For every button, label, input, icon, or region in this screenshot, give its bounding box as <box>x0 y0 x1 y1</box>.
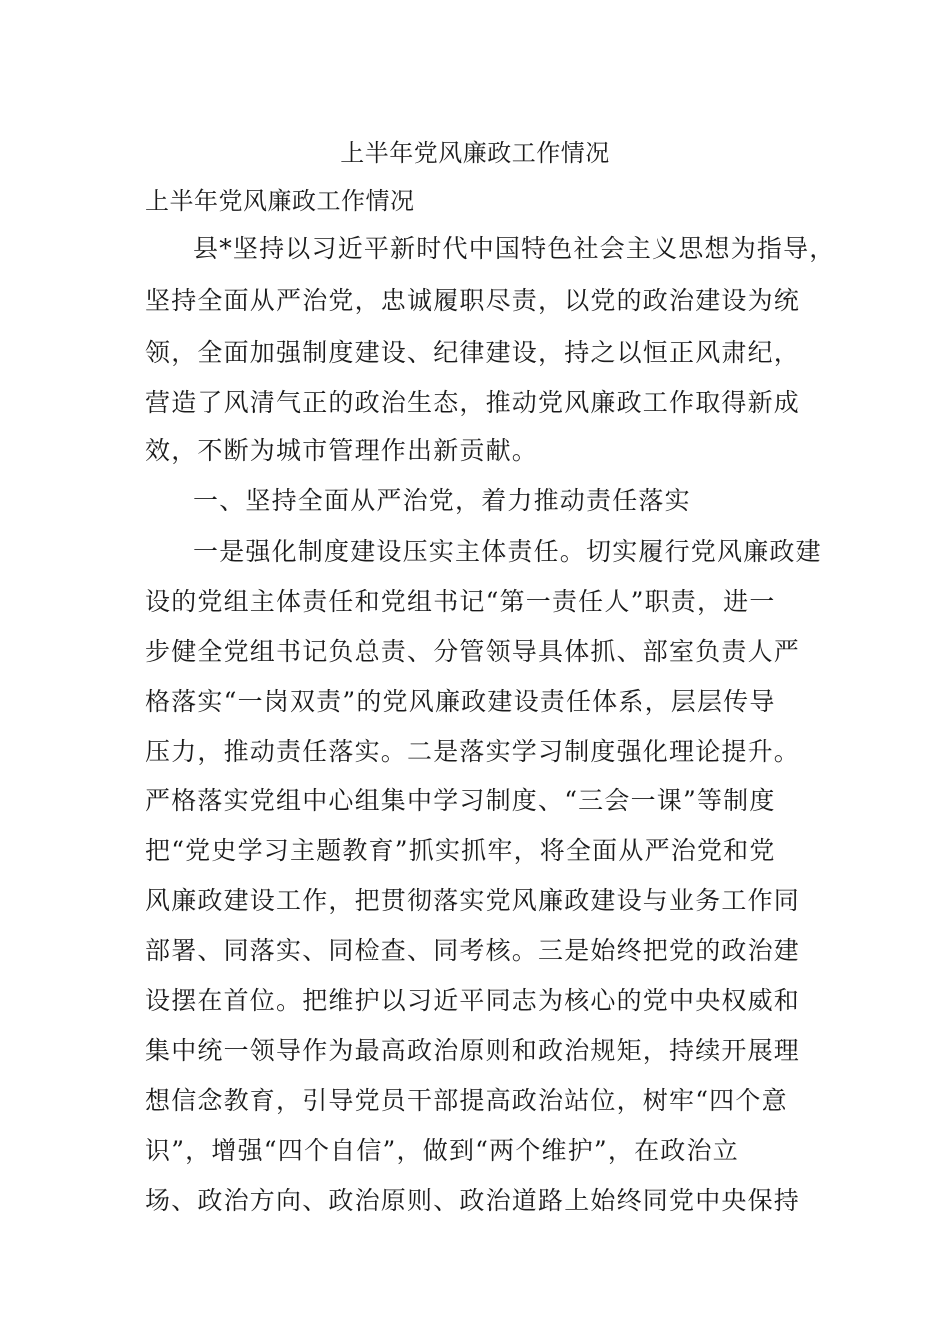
paragraph-line: 识”，增强“四个自信”，做到“两个维护”，在政治立 <box>145 1136 739 1165</box>
document-title: 上半年党风廉政工作情况 <box>340 139 610 167</box>
paragraph-line: 严格落实党组中心组集中学习制度、“三会一课”等制度 <box>145 786 776 815</box>
paragraph-line: 风廉政建设工作，把贯彻落实党风廉政建设与业务工作同 <box>145 886 801 915</box>
paragraph-line: 县*坚持以习近平新时代中国特色社会主义思想为指导， <box>193 234 836 263</box>
paragraph-line: 坚持全面从严治党，忠诚履职尽责，以党的政治建设为统 <box>145 286 801 315</box>
paragraph-line: 场、政治方向、政治原则、政治道路上始终同党中央保持 <box>145 1186 801 1215</box>
section-heading: 一、坚持全面从严治党，着力推动责任落实 <box>193 486 691 515</box>
paragraph-line: 设摆在首位。把维护以习近平同志为核心的党中央权威和 <box>145 986 801 1015</box>
paragraph-line: 步健全党组书记负总责、分管领导具体抓、部室负责人严 <box>145 637 801 666</box>
paragraph-line: 压力，推动责任落实。二是落实学习制度强化理论提升。 <box>145 737 801 766</box>
paragraph-line: 营造了风清气正的政治生态，推动党风廉政工作取得新成 <box>145 388 801 417</box>
paragraph-line: 集中统一领导作为最高政治原则和政治规矩，持续开展理 <box>145 1036 801 1065</box>
paragraph-line: 把“党史学习主题教育”抓实抓牢，将全面从严治党和党 <box>145 836 776 865</box>
paragraph-line: 领，全面加强制度建设、纪律建设，持之以恒正风肃纪， <box>145 338 801 367</box>
paragraph-line: 效，不断为城市管理作出新贡献。 <box>145 436 539 465</box>
paragraph-line: 一是强化制度建设压实主体责任。切实履行党风廉政建 <box>193 537 822 566</box>
paragraph-line: 部署、同落实、同检查、同考核。三是始终把党的政治建 <box>145 936 801 965</box>
document-subtitle: 上半年党风廉政工作情况 <box>145 187 415 215</box>
paragraph-line: 设的党组主体责任和党组书记“第一责任人”职责，进一 <box>145 587 776 616</box>
paragraph-line: 想信念教育，引导党员干部提高政治站位，树牢“四个意 <box>145 1086 788 1115</box>
paragraph-line: 格落实“一岗双责”的党风廉政建设责任体系，层层传导 <box>145 687 776 716</box>
